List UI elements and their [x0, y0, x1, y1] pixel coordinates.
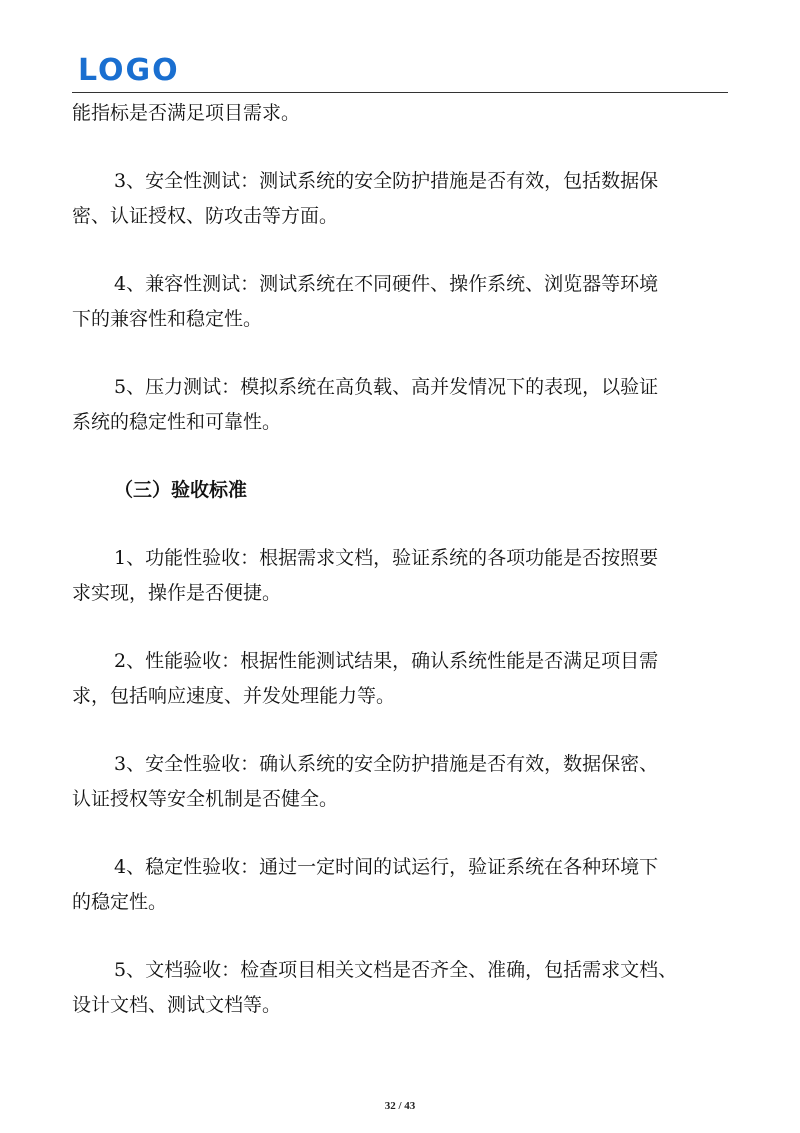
acceptance-item: [72, 541, 728, 611]
paragraph-line: 3、安全性测试：测试系统的安全防护措施是否有效，包括数据保: [114, 170, 659, 192]
testing-item: [72, 267, 728, 337]
continuation-paragraph: 能指标是否满足项目需求。: [72, 102, 301, 124]
paragraph-line: 1、功能性验收：根据需求文档，验证系统的各项功能是否按照要: [114, 547, 659, 569]
testing-item: [72, 370, 728, 440]
paragraph-line: 系统的稳定性和可靠性。: [72, 411, 282, 433]
testing-item: [72, 164, 728, 234]
acceptance-item: [72, 747, 728, 817]
acceptance-item: [72, 644, 728, 714]
paragraph-line: 密、认证授权、防攻击等方面。: [72, 205, 339, 227]
paragraph-line: 下的兼容性和稳定性。: [72, 308, 263, 330]
paragraph-line: 3、安全性验收：确认系统的安全防护措施是否有效，数据保密、: [114, 753, 659, 775]
paragraph-line: 求，包括响应速度、并发处理能力等。: [72, 685, 396, 707]
paragraph-line: 4、稳定性验收：通过一定时间的试运行，验证系统在各种环境下: [114, 856, 659, 878]
paragraph-line: 5、压力测试：模拟系统在高负载、高并发情况下的表现，以验证: [114, 376, 659, 398]
page-header: [72, 52, 728, 93]
company-logo: LOGO: [78, 53, 180, 88]
paragraph-line: 2、性能验收：根据性能测试结果，确认系统性能是否满足项目需: [114, 650, 659, 672]
page-number: 32 / 43: [384, 1100, 416, 1112]
section-heading: （三）验收标准: [114, 479, 248, 501]
paragraph-line: 设计文档、测试文档等。: [72, 994, 282, 1016]
paragraph-line: 5、文档验收：检查项目相关文档是否齐全、准确，包括需求文档、: [114, 959, 678, 981]
acceptance-item: [72, 953, 728, 1023]
document-body: [72, 96, 728, 1023]
paragraph-line: 4、兼容性测试：测试系统在不同硬件、操作系统、浏览器等环境: [114, 273, 659, 295]
paragraph-line: 求实现，操作是否便捷。: [72, 582, 282, 604]
paragraph-line: 认证授权等安全机制是否健全。: [72, 788, 339, 810]
paragraph-line: 的稳定性。: [72, 891, 168, 913]
acceptance-item: [72, 850, 728, 920]
